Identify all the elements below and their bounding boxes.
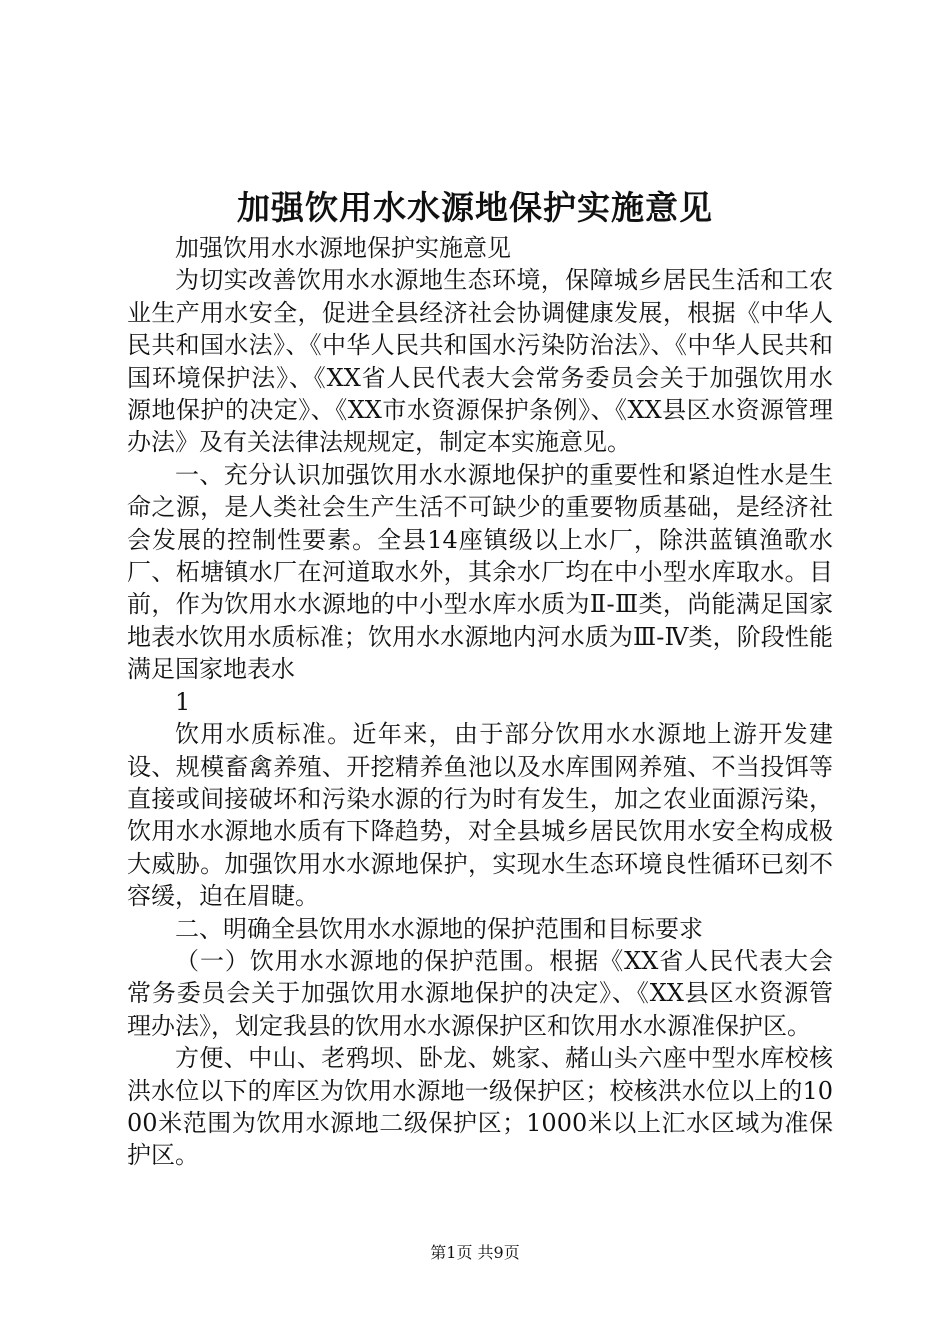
paragraph-section-two-heading: 二、明确全县饮用水水源地的保护范围和目标要求 — [175, 914, 703, 943]
paragraph-repeated-title: 加强饮用水水源地保护实施意见 — [175, 234, 511, 262]
page-footer: 第1页 共9页 — [430, 1243, 520, 1262]
paragraph-section-one: 一、充分认识加强饮用水水源地保护的重要性和紧迫性水是生命之源，是人类社会生产生活不可缺少的重要物质基础，是经济社会发展的控制性要素。全县14座镇级以上水厂，除洪蓝镇渔歌水厂、柘塘镇水厂在河道取水外，其余水厂均在中小型水库取水。目前，作为饮用水水源地的中小型水库水质为Ⅱ-Ⅲ类，尚能满足国家地表水饮用水质标准；饮用水水源地内河水质为Ⅲ-Ⅳ类，阶段性能满足国家地表水 — [127, 460, 833, 684]
paragraph-intro: 为切实改善饮用水水源地生态环境，保障城乡居民生活和工农业生产用水安全，促进全县经济社会协调健康发展，根据《中华人民共和国水法》、《中华人民共和国水污染防治法》、《中华人民共和国环境保护法》、《XX省人民代表大会常务委员会关于加强饮用水源地保护的决定》、《XX市水资源保护条例》、《XX县区水资源管理办法》及有关法律法规规定，制定本实施意见。 — [127, 266, 833, 457]
document-body — [127, 232, 833, 1172]
paragraph-protection-scope: （一）饮用水水源地的保护范围。根据《XX省人民代表大会常务委员会关于加强饮用水源地保护的决定》、《XX县区水资源管理办法》，划定我县的饮用水水源保护区和饮用水水源准保护区。 — [127, 946, 833, 1040]
paragraph-water-quality: 饮用水质标准。近年来，由于部分饮用水水源地上游开发建设、规模畜禽养殖、开挖精养鱼池以及水库围网养殖、不当投饵等直接或间接破坏和污染水源的行为时有发生，加之农业面源污染，饮用水水源地水质有下降趋势，对全县城乡居民饮用水安全构成极大威胁。加强饮用水水源地保护，实现水生态环境良性循环已刻不容缓，迫在眉睫。 — [127, 720, 833, 911]
paragraph-reservoirs: 方便、中山、老鸦坝、卧龙、姚家、赭山头六座中型水库校核洪水位以下的库区为饮用水源地一级保护区；校核洪水位以上的1000米范围为饮用水源地二级保护区；1000米以上汇水区域为准保护区。 — [127, 1044, 833, 1170]
document-title: 加强饮用水水源地保护实施意见 — [237, 188, 713, 227]
inline-page-number: 1 — [175, 687, 191, 716]
